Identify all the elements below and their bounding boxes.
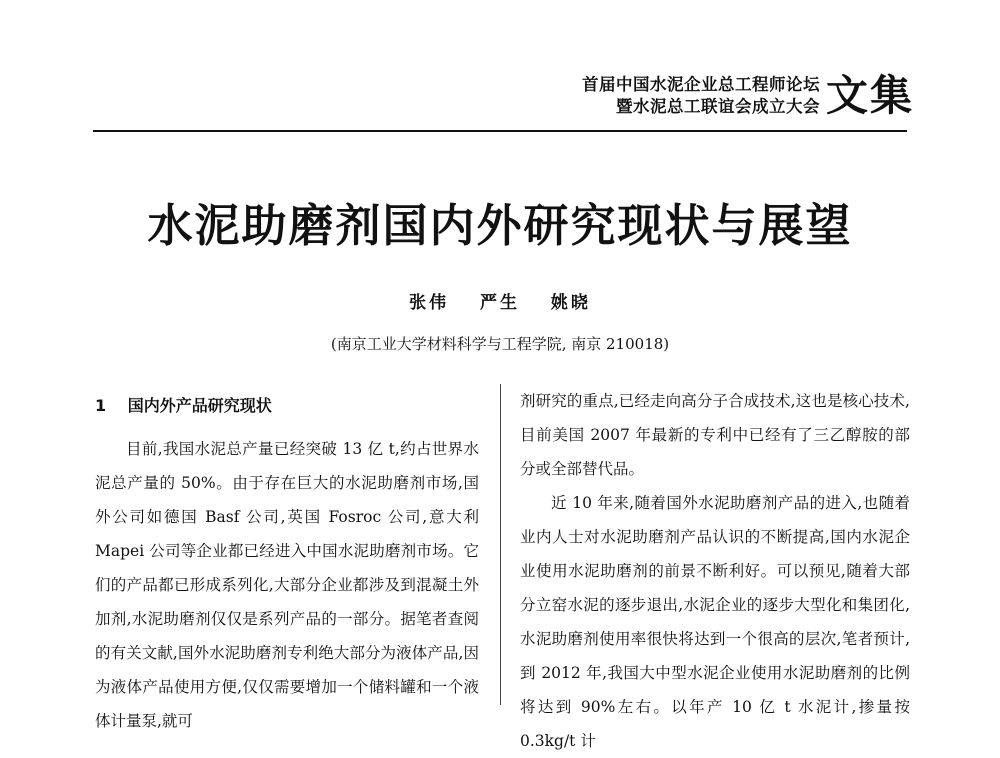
journal-header-line-1: 首届中国水泥企业总工程师论坛 [581,75,820,94]
body-paragraph-continued: 剂研究的重点,已经走向高分子合成技术,这也是核心技术,目前美国 2007 年最新的专利中已经有了三乙醇胺的部分或全部替代品。 [520,392,910,478]
section-heading [95,392,479,420]
journal-header [582,72,914,120]
journal-header-line-2: 暨水泥总工联谊会成立大会 [615,97,820,116]
column-divider [500,384,501,705]
paper-authors: 张伟 严生 姚晓 [409,293,591,313]
body-paragraph: 近 10 年来,随着国外水泥助磨剂产品的进入,也随着业内人士对水泥助磨剂产品认识的不断提高,国内水泥企业使用水泥助磨剂的前景不断利好。可以预见,随着大部分立窑水泥的逐步退出,水泥企业的逐步大型化和集团化,水泥助磨剂使用率很快将达到一个很高的层次,笔者预计,到 2012 年,我国大中型水泥企业使用水泥助磨剂的比例将达到 90%左右。以年产 10 亿 t 水泥计,掺量按 0.3kg/t 计 [520,494,910,750]
journal-header-title: 文集 [825,71,914,120]
section-title: 国内外产品研究现状 [127,396,272,415]
body-paragraph: 目前,我国水泥总产量已经突破 13 亿 t,约占世界水泥总产量的 50%。由于存在巨大的水泥助磨剂市场,国外公司如德国 Basf 公司,英国 Fosroc 公司,意大利 Mapei 公司等企业都已经进入中国水泥助磨剂市场。它们的产品都已形成系列化,大部分企业都涉及到混凝土外加剂,水泥助磨剂仅仅是系列产品的一部分。据笔者查阅的有关文献,国外水泥助磨剂专利绝大部分为液体产品,因为液体产品使用方便,仅仅需要增加一个储料罐和一个液体计量泵,就可 [95,440,479,730]
paper-title: 水泥助磨剂国内外研究现状与展望 [147,199,853,252]
header-rule [93,130,907,132]
left-column [95,384,479,738]
right-column [520,384,910,758]
paper-affiliation: (南京工业大学材料科学与工程学院, 南京 210018) [330,335,670,353]
section-number: 1 [95,396,107,415]
journal-header-lines [582,74,820,118]
